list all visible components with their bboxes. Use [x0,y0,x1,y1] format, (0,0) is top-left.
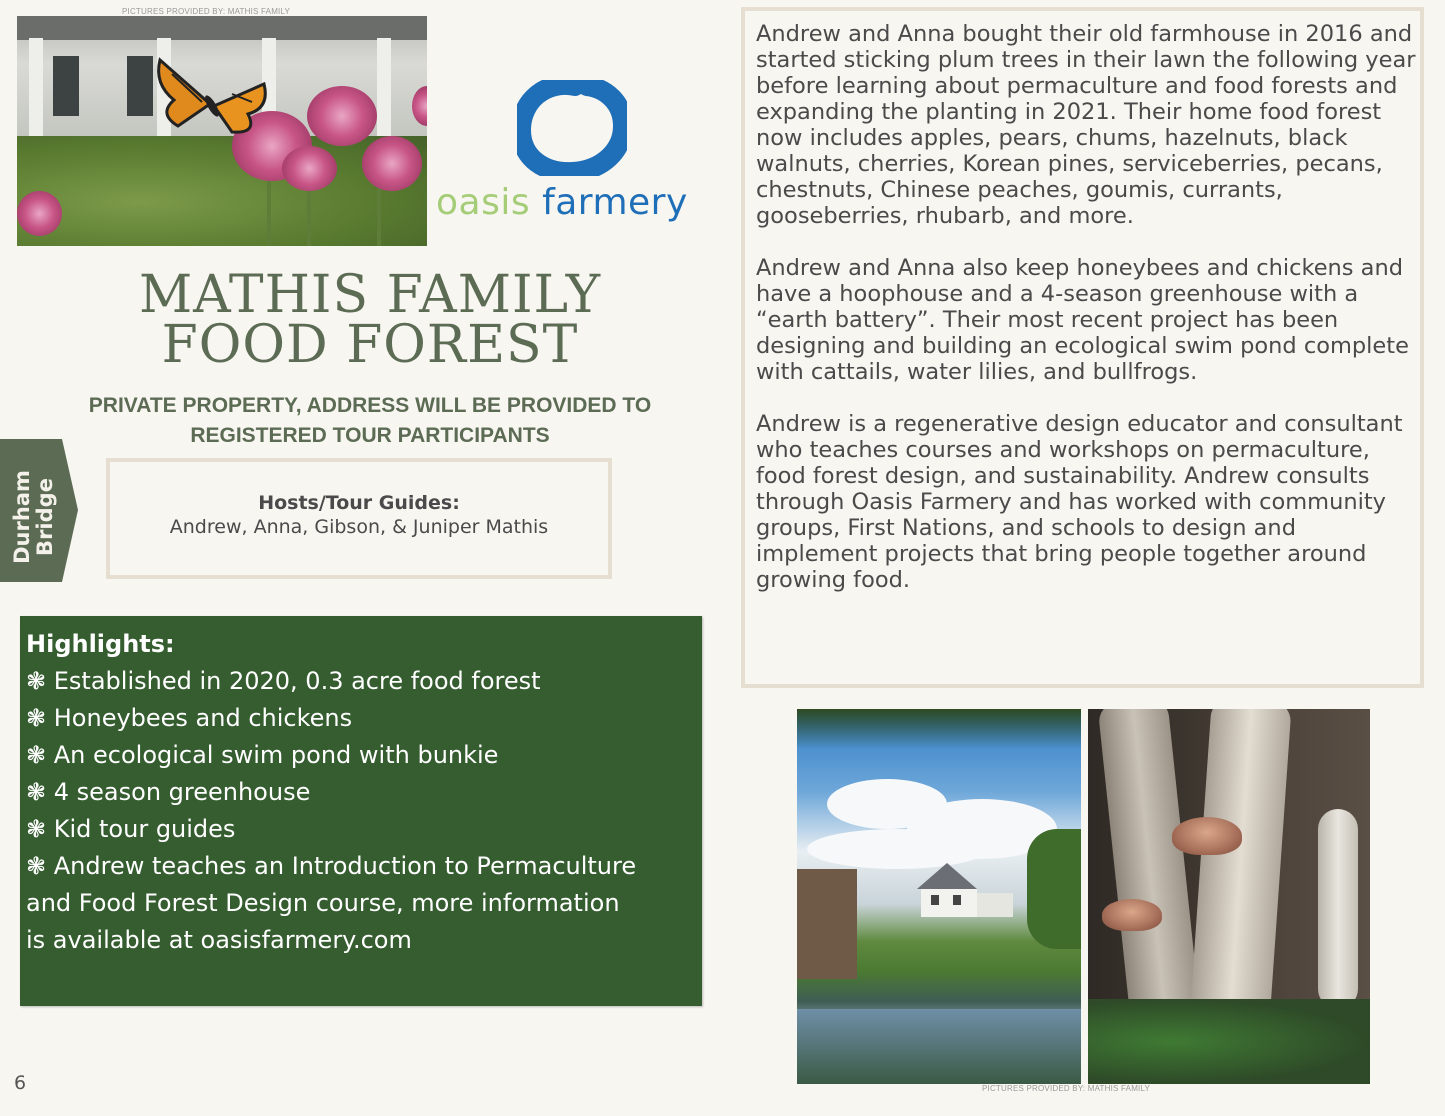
highlight-item: ❃ 4 season greenhouse [26,778,311,806]
location-tab-label [11,447,57,587]
page-title-line2: FOOD FOREST [161,315,579,375]
location-tab-line1: Durham [10,470,34,564]
hosts-names: Andrew, Anna, Gibson, & Juniper Mathis [169,516,549,538]
logo-word-oasis: oasis [436,182,531,223]
oasis-farmery-logo-ring-icon [517,80,627,176]
oasis-farmery-logo [436,182,688,223]
farmhouse-pond-photo [797,709,1081,1084]
description-box [741,7,1424,688]
flower-bullet-icon: ❃ [26,667,47,695]
description-paragraph-1: Andrew and Anna bought their old farmhouse in 2016 and started sticking plum trees in their lawn the following year before learning about permaculture and food forests and expanding the planting in 2021. Their home food forest now includes apples, pears, chums, hazelnuts, black walnuts, cherries, Korean pines, serviceberries, pecans, chestnuts, Chinese peaches, goumis, currants, gooseberries, rhubarb, and more. [756,21,1416,229]
page-number: 6 [14,1072,27,1094]
monarch-butterfly-photo [17,16,427,246]
location-tab-line2: Bridge [33,478,57,556]
mushroom-logs-photo [1088,709,1370,1084]
flower-bullet-icon: ❃ [26,741,47,769]
description-paragraph-3: Andrew is a regenerative design educator and consultant who teaches courses and workshops on permaculture, food forest design, and sustainability. Andrew consults through Oasis Farmery and has worked with community groups, First Nations, and schools to design and implement projects that bring people together around growing food. [756,411,1403,593]
description-paragraph-2: Andrew and Anna also keep honeybees and chickens and have a hoophouse and a 4-season greenhouse with a “earth battery”. Their most recent project has been designing and building an ecological swim pond complete with cattails, water lilies, and bullfrogs. [756,255,1409,385]
flower-bullet-icon: ❃ [26,778,47,806]
page-title [60,265,680,375]
butterfly-icon [152,54,272,144]
logo-word-farmery: farmery [542,182,688,223]
highlights-box [20,616,702,1006]
highlights-heading: Highlights: [26,630,175,658]
photo-credit-top: PICTURES PROVIDED BY: MATHIS FAMILY [122,7,291,16]
flower-bullet-icon: ❃ [26,704,47,732]
page-title-line1: MATHIS FAMILY [138,265,602,325]
flower-bullet-icon: ❃ [26,815,47,843]
highlight-item: ❃ An ecological swim pond with bunkie [26,741,499,769]
highlight-item: ❃ Established in 2020, 0.3 acre food forest [26,667,541,695]
address-notice [20,391,720,451]
address-notice-line2: REGISTERED TOUR PARTICIPANTS [190,424,550,447]
highlight-item: ❃ Kid tour guides [26,815,236,843]
hosts-box [106,458,612,579]
flower-bullet-icon: ❃ [26,852,47,880]
highlight-item: ❃ Andrew teaches an Introduction to Permaculture and Food Forest Design course, more information is available at oasisfarmery.com [26,852,637,954]
address-notice-line1: PRIVATE PROPERTY, ADDRESS WILL BE PROVIDED TO [88,394,652,417]
farmhouse-icon [907,859,1017,919]
photo-credit-bottom: PICTURES PROVIDED BY: MATHIS FAMILY [982,1084,1151,1093]
hosts-heading: Hosts/Tour Guides: [258,492,460,514]
highlight-item: ❃ Honeybees and chickens [26,704,353,732]
